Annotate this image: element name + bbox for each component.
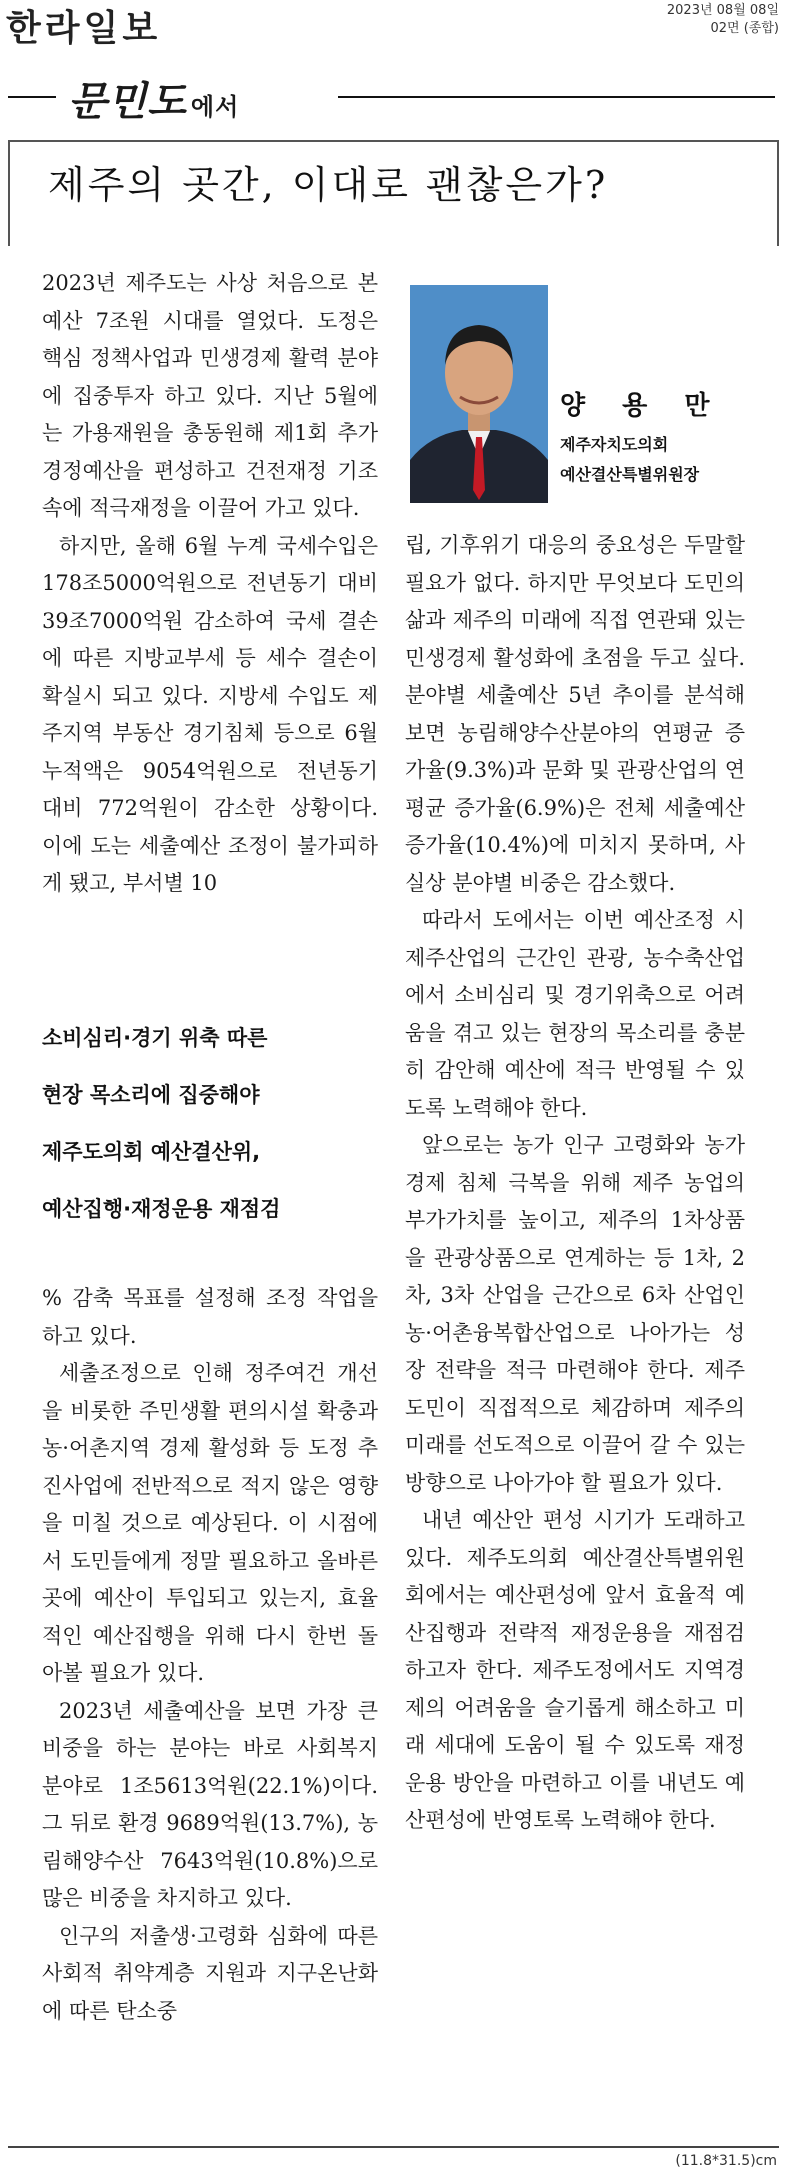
paragraph: 2023년 제주도는 사상 처음으로 본예산 7조원 시대를 열었다. 도정은 핵심 정책사업과 민생경제 활력 분야에 집중투자 하고 있다. 지난 5월에는 가용재원을 총동원해 제1회 추가경정예산을 편성하고 건전재정 기조 속에 적극재정을 이끌어 가고 있다. xyxy=(42,271,378,520)
paragraph: 2023년 세출예산을 보면 가장 큰 비중을 하는 분야는 바로 사회복지 분야로 1조5613억원(22.1%)이다. 그 뒤로 환경 9689억원(13.7%), 농림해양수산 7643억원(10.8%)으로 많은 비중을 차지하고 있다. xyxy=(42,1698,378,1910)
section-logo-row xyxy=(8,70,775,125)
section-logo-text: 문민도 xyxy=(68,79,187,125)
author-name: 양 용 만 xyxy=(560,391,724,421)
divider xyxy=(338,96,775,98)
author-byline xyxy=(560,385,723,490)
page-number: 02면 (종합) xyxy=(710,21,779,36)
article-column-1-continued xyxy=(42,1280,378,2030)
section-logo-suffix: 에서 xyxy=(190,93,240,121)
author-affiliation xyxy=(560,430,723,490)
article-column-1 xyxy=(42,265,378,903)
paragraph: 립, 기후위기 대응의 중요성은 두말할 필요가 없다. 하지만 무엇보다 도민의 삶과 제주의 미래에 직접 연관돼 있는 민생경제 활성화에 초점을 두고 싶다. 분야별 세출예산 5년 추이를 분석해 보면 농림해양수산분야의 연평균 증가율(9.3%)과 문화 및 관광산업의 연평균 증가율(6.9%)은 전체 세출예산 증가율(10.4%)에 미치지 못하며, 사실상 분야별 비중은 감소했다. xyxy=(405,533,745,895)
section-logo xyxy=(68,70,239,127)
paragraph: 세출조정으로 인해 정주여건 개선을 비롯한 주민생활 편의시설 확충과 농·어촌지역 경제 활성화 등 도정 추진사업에 전반적으로 적지 않은 영향을 미칠 것으로 예상된다. 이 시점에서 도민들에게 정말 필요하고 올바른 곳에 예산이 투입되고 있는지, 효율적인 예산집행을 위해 다시 한번 돌아볼 필요가 있다. xyxy=(42,1361,378,1685)
paragraph: 내년 예산안 편성 시기가 도래하고 있다. 제주도의회 예산결산특별위원회에서는 예산편성에 앞서 효율적 예산집행과 전략적 재정운용을 재점검하고자 한다. 제주도정에서도 지역경제의 어려움을 슬기롭게 해소하고 미래 세대에 도움이 될 수 있도록 재정운용 방안을 마련하고 이를 내년도 예산편성에 반영토록 노력해야 한다. xyxy=(405,1508,745,1832)
subhead: 제주도의회 예산결산위, xyxy=(42,1140,261,1164)
newspaper-masthead: 한라일보 xyxy=(6,8,162,49)
subhead: 소비심리·경기 위축 따른 xyxy=(42,1026,268,1050)
author-affiliation-line: 제주자치도의회 xyxy=(560,435,669,454)
subhead: 현장 목소리에 집중해야 xyxy=(42,1083,260,1107)
paragraph: 하지만, 올해 6월 누계 국세수입은 178조5000억원으로 전년동기 대비 39조7000억원 감소하여 국세 결손에 따른 지방교부세 등 세수 결손이 확실시 되고 있다. 지방세 수입도 제주지역 부동산 경기침체 등으로 6월 누적액은 9054억원으로 전년동기 대비 772억원이 감소한 상황이다. 이에 도는 세출예산 조정이 불가피하게 됐고, 부서별 10 xyxy=(42,533,378,895)
paragraph: 인구의 저출생·고령화 심화에 따른 사회적 취약계층 지원과 지구온난화에 따른 탄소중 xyxy=(42,1923,378,2023)
paragraph: 따라서 도에서는 이번 예산조정 시 제주산업의 근간인 관광, 농수축산업에서 소비심리 및 경기위축으로 어려움을 겪고 있는 현장의 목소리를 충분히 감안해 예산에 적극 반영될 수 있도록 노력해야 한다. xyxy=(405,908,745,1120)
subheadings xyxy=(42,1010,378,1238)
paragraph: % 감축 목표를 설정해 조정 작업을 하고 있다. xyxy=(42,1286,378,1348)
author-portrait-icon xyxy=(410,285,548,503)
footer-divider xyxy=(8,2146,779,2148)
paragraph: 앞으로는 농가 인구 고령화와 농가경제 침체 극복을 위해 제주 농업의 부가가치를 높이고, 제주의 1차상품을 관광상품으로 연계하는 등 1차, 2차, 3차 산업을 근간으로 6차 산업인 농·어촌융복합산업으로 나아가는 성장 전략을 적극 마련해야 한다. 제주도민이 직접적으로 체감하며 제주의 미래를 선도적으로 이끌어 갈 수 있는 방향으로 나아가야 할 필요가 있다. xyxy=(405,1133,745,1495)
clipping-size-note: (11.8*31.5)cm xyxy=(675,2153,777,2169)
article-headline: 제주의 곳간, 이대로 괜찮은가? xyxy=(48,163,609,207)
author-affiliation-line: 예산결산특별위원장 xyxy=(560,465,700,484)
divider xyxy=(8,96,56,98)
article-column-2 xyxy=(405,527,745,1840)
publication-date: 2023년 08월 08일 xyxy=(666,3,779,18)
publication-info xyxy=(629,2,779,38)
subhead: 예산집행·재정운용 재점검 xyxy=(42,1197,281,1221)
author-photo xyxy=(410,285,548,503)
